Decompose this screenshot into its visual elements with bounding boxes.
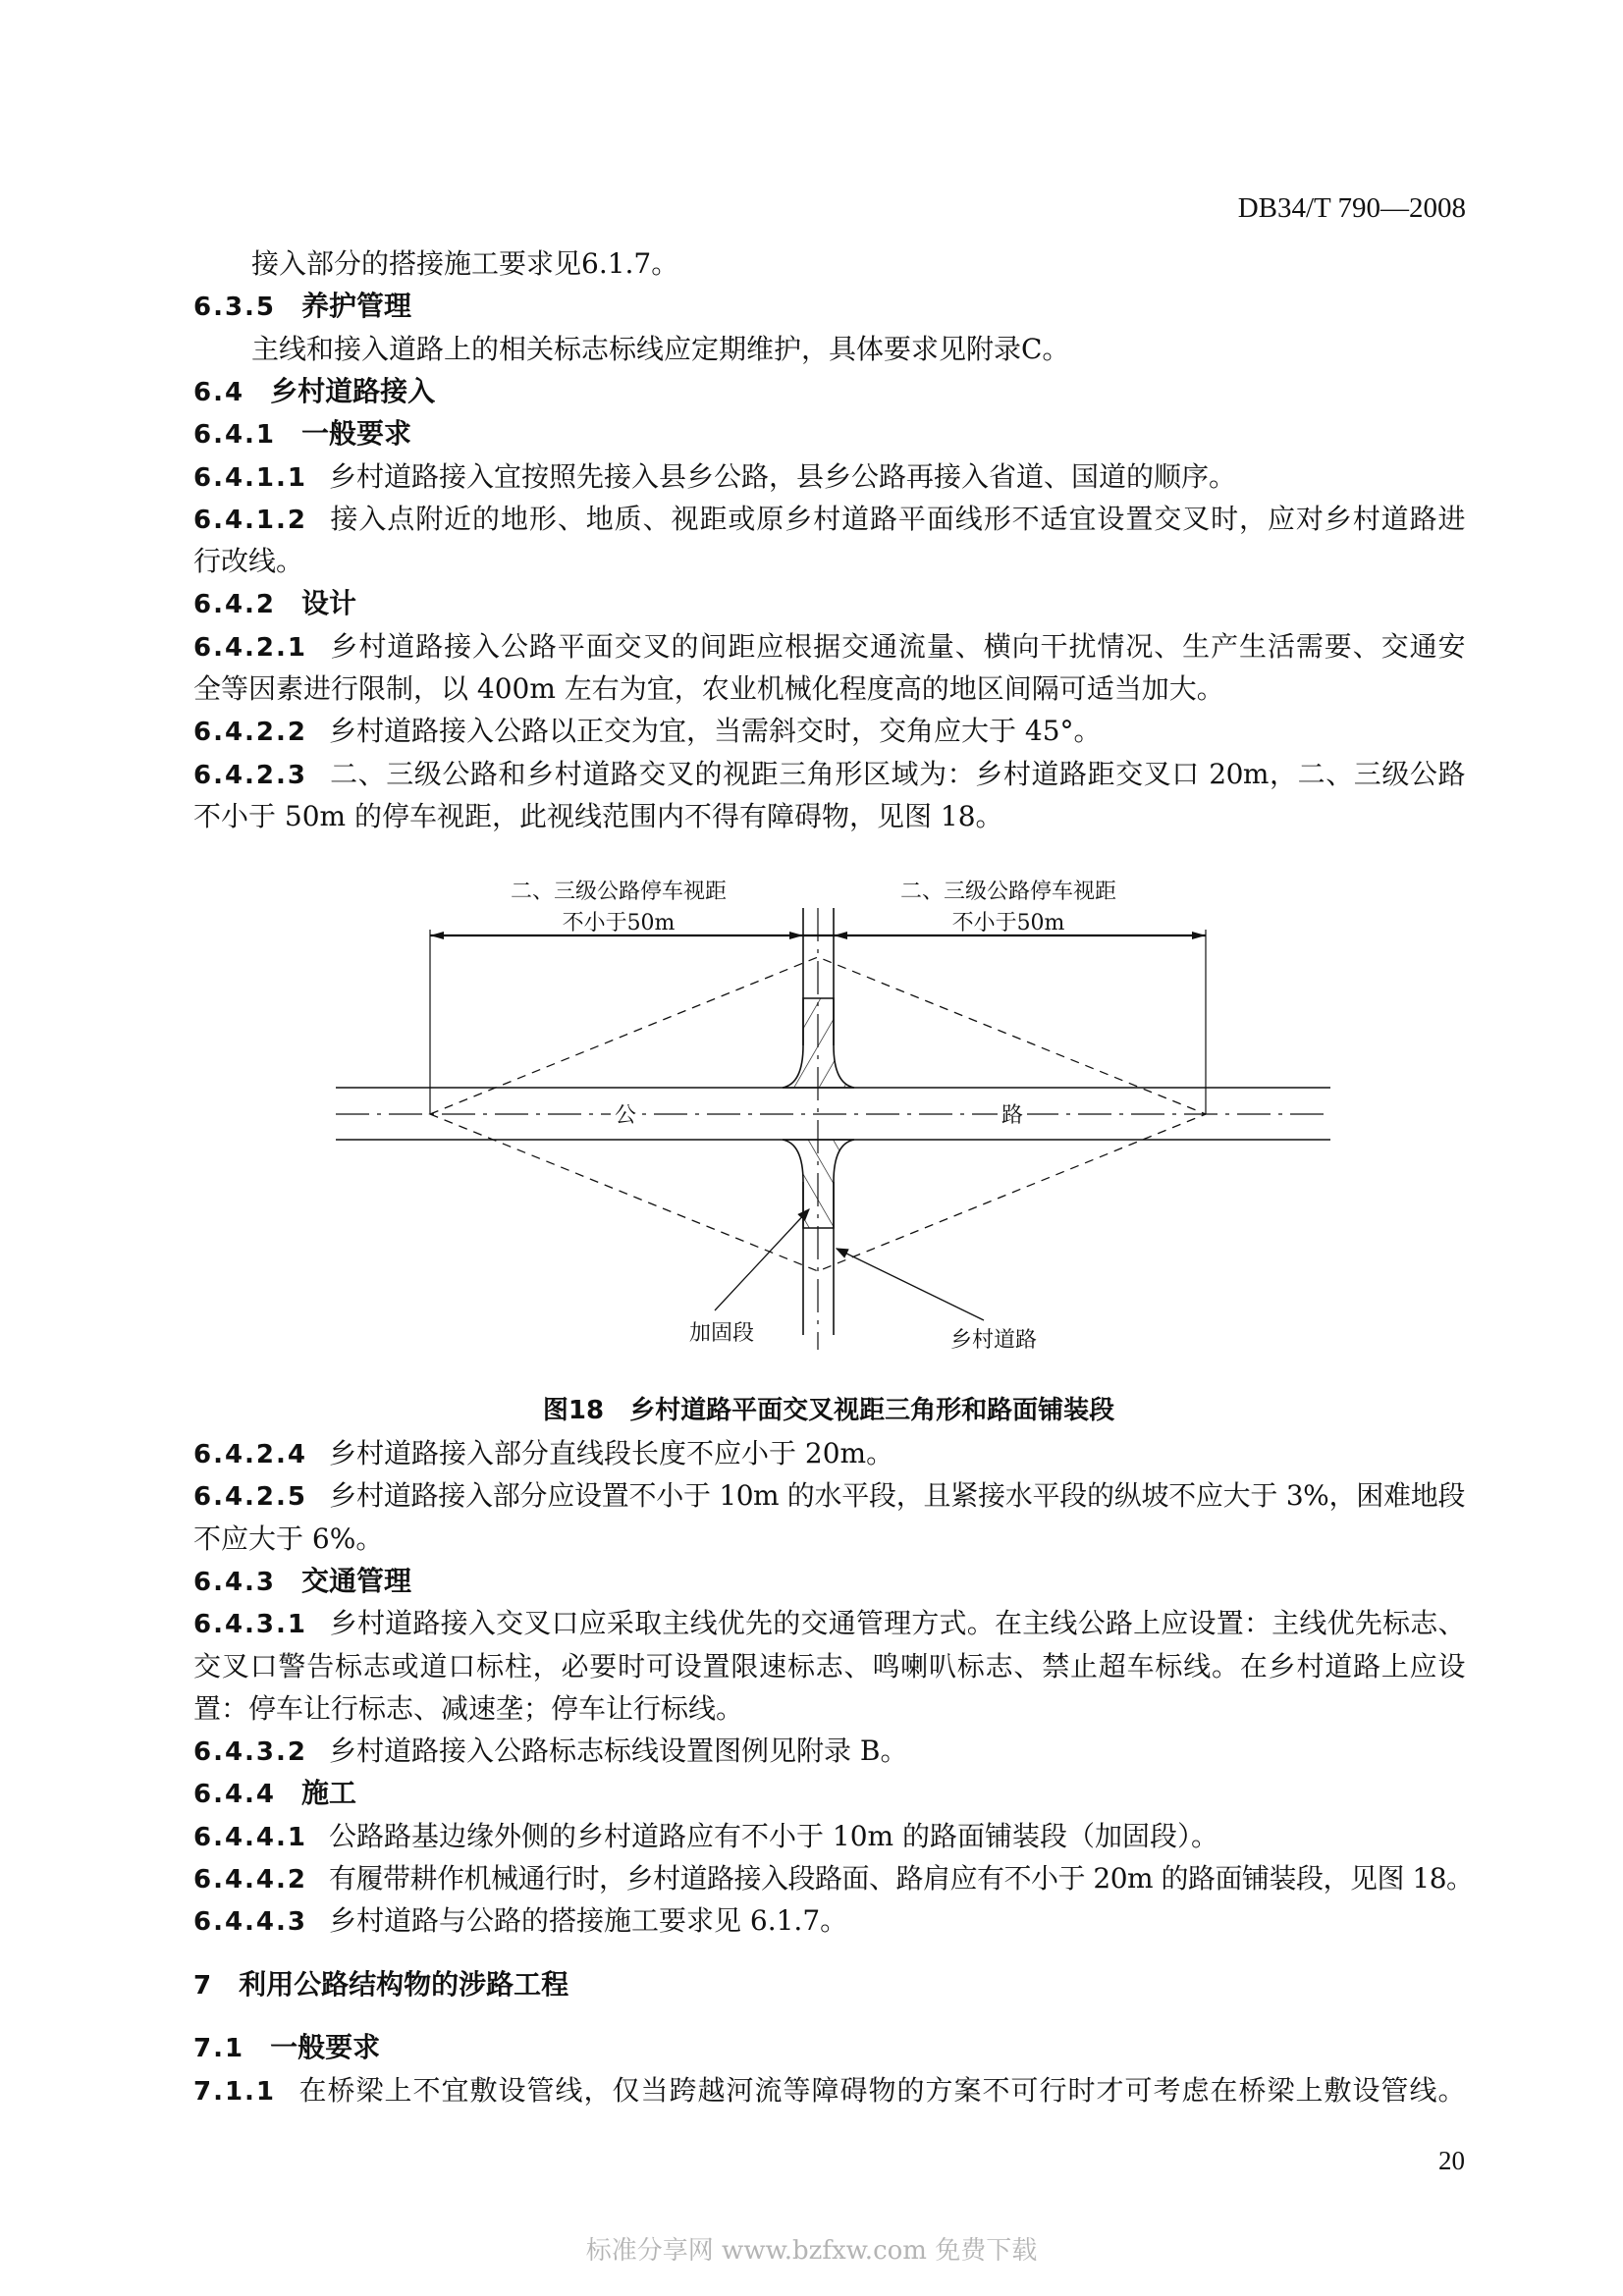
clause-text: 一般要求 (270, 2031, 381, 2063)
clause-number: 6.4.4.2 (193, 1865, 307, 1895)
section-heading (193, 1772, 1465, 1814)
clause-text: 乡村道路接入部分应设置不小于 10m 的水平段，且紧接水平段的纵坡不应大于 3%，困难地段 (329, 1479, 1465, 1513)
clause-text: 接入点附近的地形、地质、视距或原乡村道路平面线形不适宜设置交叉时，应对乡村道路进 (329, 502, 1465, 535)
figure-number: 图18 (542, 1396, 605, 1425)
clause-number: 6.4.1 (193, 420, 277, 451)
left-label-line2: 不小于50m (562, 911, 676, 935)
clause-text: 不应大于 6%。 (193, 1522, 384, 1555)
reinforced-section-label: 加固段 (688, 1321, 755, 1346)
road-label-lu: 路 (1001, 1103, 1024, 1128)
text-line (193, 1899, 1465, 1942)
clause-number: 6.4.1.1 (193, 462, 307, 493)
text-line (193, 2069, 1465, 2111)
clause-number: 6.4 (193, 377, 245, 407)
clause-text: 主线和接入道路上的相关标志标线应定期维护，具体要求见附录C。 (251, 332, 1070, 365)
clause-number: 6.4.2.4 (193, 1440, 307, 1469)
clause-text: 养护管理 (301, 290, 412, 323)
clause-text: 乡村道路接入部分直线段长度不应小于 20m。 (329, 1437, 894, 1469)
text-line (193, 1518, 1465, 1560)
page-number: 20 (1438, 2146, 1465, 2175)
clause-number: 6.4.2.1 (193, 632, 307, 663)
clause-text: 一般要求 (301, 417, 412, 451)
clause-number: 6.4.4 (193, 1780, 277, 1810)
left-label-line1: 二、三级公路停车视距 (510, 880, 728, 904)
clause-number: 7.1 (193, 2034, 245, 2063)
clause-text: 全等因素进行限制，以 400m 左右为宜，农业机械化程度高的地区间隔可适当加大。 (193, 672, 1224, 705)
clause-number: 6.4.2 (193, 590, 277, 620)
clause-number: 6.4.2.3 (193, 760, 307, 790)
section-heading (193, 1963, 1465, 2005)
clause-text: 在桥梁上不宜敷设管线，仅当跨越河流等障碍物的方案不可行时才可考虑在桥梁上敷设管线。 (298, 2074, 1465, 2107)
right-label-line2: 不小于50m (951, 911, 1065, 935)
clause-number: 6.4.4.1 (193, 1822, 307, 1852)
clause-text: 设计 (301, 587, 357, 620)
leader-reinforced (715, 1209, 809, 1310)
clause-number: 6.3.5 (193, 293, 277, 323)
leader-village-road (837, 1249, 984, 1320)
text-line (193, 1687, 1465, 1730)
clause-text: 交叉口警告标志或道口标柱，必要时可设置限速标志、鸣喇叭标志、禁止超车标线。在乡村道路上应设 (193, 1649, 1465, 1682)
clause-text: 乡村道路接入宜按照先接入县乡公路，县乡公路再接入省道、国道的顺序。 (329, 459, 1237, 493)
clause-number: 6.4.2.5 (193, 1482, 307, 1513)
clause-number: 7 (193, 1971, 214, 2001)
clause-text: 乡村道路与公路的搭接施工要求见 6.1.7。 (329, 1904, 848, 1938)
village-road-label: 乡村道路 (949, 1328, 1038, 1353)
clause-text: 乡村道路接入交叉口应采取主线优先的交通管理方式。在主线公路上应设置：主线优先标志、 (329, 1607, 1465, 1640)
document-id: DB34/T 790—2008 (1237, 192, 1466, 224)
clause-text: 公路路基边缘外侧的乡村道路应有不小于 10m 的路面铺装段（加固段）。 (329, 1819, 1218, 1852)
text-line (193, 1857, 1474, 1899)
clause-text: 不小于 50m 的停车视距，此视线范围内不得有障碍物，见图 18。 (193, 799, 1003, 832)
clause-text: 乡村道路接入 (270, 374, 436, 407)
text-line (193, 1602, 1465, 1644)
text-line (193, 1730, 1465, 1772)
clause-text: 二、三级公路和乡村道路交叉的视距三角形区域为：乡村道路距交叉口 20m，二、三级公路 (329, 757, 1465, 790)
clause-text: 乡村道路接入公路平面交叉的间距应根据交通流量、横向干扰情况、生产生活需要、交通安 (329, 629, 1465, 663)
clause-text: 施工 (301, 1777, 357, 1810)
clause-number: 6.4.2.2 (193, 718, 307, 748)
text-line (193, 1432, 1465, 1474)
text-line (193, 1474, 1465, 1517)
clause-text: 置：停车让行标志、减速垄；停车让行标线。 (193, 1691, 744, 1725)
watermark: 标准分享网 www.bzfxw.com 免费下载 (585, 2236, 1038, 2266)
figure-title: 乡村道路平面交叉视距三角形和路面铺装段 (629, 1396, 1115, 1425)
clause-number: 6.4.3.2 (193, 1737, 307, 1768)
clause-text: 行改线。 (193, 545, 304, 578)
clause-number: 7.1.1 (193, 2077, 277, 2107)
section-heading (193, 2026, 1465, 2068)
text-line (193, 1815, 1465, 1857)
text-line (193, 1645, 1465, 1687)
clause-text: 接入部分的搭接施工要求见6.1.7。 (251, 247, 679, 280)
figure-caption (0, 1390, 1623, 1426)
clause-text: 利用公路结构物的涉路工程 (239, 1968, 569, 2001)
clause-number: 6.4.4.3 (193, 1907, 307, 1938)
clause-text: 有履带耕作机械通行时，乡村道路接入段路面、路肩应有不小于 20m 的路面铺装段，见图 18。 (329, 1862, 1474, 1895)
clause-number: 6.4.3 (193, 1567, 277, 1597)
clause-text: 乡村道路接入公路标志标线设置图例见附录 B。 (329, 1735, 908, 1768)
clause-text: 交通管理 (301, 1564, 412, 1597)
right-label-line1: 二、三级公路停车视距 (899, 880, 1117, 904)
clause-number: 6.4.3.1 (193, 1610, 307, 1640)
clause-text: 乡村道路接入公路以正交为宜，当需斜交时，交角应大于 45°。 (329, 715, 1102, 748)
clause-number: 6.4.1.2 (193, 505, 307, 535)
section-heading (193, 1560, 1465, 1602)
road-label-gong: 公 (614, 1103, 637, 1128)
